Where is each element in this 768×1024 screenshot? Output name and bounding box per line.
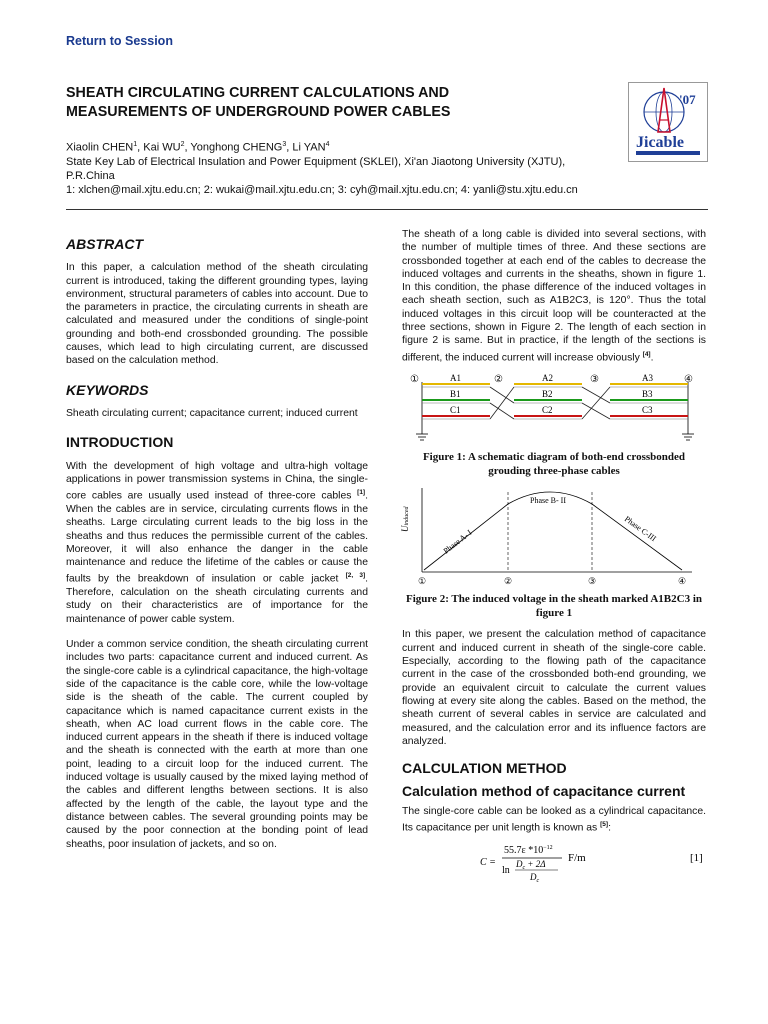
fig1-b2: B2: [542, 389, 553, 400]
fig2-x2: ②: [504, 576, 513, 587]
return-to-session-link[interactable]: Return to Session: [66, 34, 173, 48]
fig2-x4: ④: [678, 576, 687, 587]
fig2-phase-a: Phase A- I: [441, 528, 474, 557]
right-paragraph-2: In this paper, we present the calculation method of capacitance current and induced current in sheath of the single-core cable. Especially, according to the flowing path of the capacitance current in the case of the crossbonded both-end grounding, we provide an equivalent circuit to calculate the current values flowing at every site along the cables. Based on the method, the sheath current of several cables in service are calculated and measured, and the calculation error and its influence factors are analyzed.: [402, 629, 706, 747]
citation-1: [1]: [357, 489, 366, 497]
left-column: [66, 230, 368, 863]
fig2-phase-b: Phase B- II: [530, 496, 566, 506]
eq-number: [1]: [690, 851, 703, 864]
jicable-logo: [628, 82, 708, 162]
author-2: Kai WU: [143, 141, 181, 154]
eq-inner-denominator: $D_c$: [530, 871, 540, 884]
citation-4: [4]: [642, 350, 651, 358]
author-2-mark: 2: [180, 141, 185, 148]
intro-paragraph-1: With the development of high voltage and ultra-high voltage applications in power transmission systems in China, the single-core cables are usually used instead of three-core cables [1]. When the cables are in service, circulating currents flows in the sheaths. Large circulating current leads to the big loss in the sheaths and thus reduces the permissible current of the cables. Moreover, it will also enhance the danger in the cable maintenance and reduce the lifetime of the cables or cause the faults by the breakdown of insulation or cable jacket [2, 3]. Therefore, calculation on the sheath circulating currents and study on their characteristics are of importance for the maintenance of power cable system.: [66, 460, 369, 625]
fig1-c3: C3: [642, 405, 653, 416]
fig1-c1: C1: [450, 405, 461, 416]
fig1-a1: A1: [450, 373, 461, 384]
logo-name: Jicable: [636, 134, 684, 151]
eq-unit: F/m: [568, 851, 586, 864]
citation-2-3: [2, 3]: [345, 572, 366, 580]
header-divider: [66, 209, 708, 210]
introduction-heading: INTRODUCTION: [66, 434, 174, 451]
figure-2-caption: Figure 2: The induced voltage in the sheath marked A1B2C3 in figure 1: [405, 593, 702, 620]
figure-1: [402, 372, 706, 444]
fig1-node-3: ③: [590, 374, 599, 386]
fig1-node-2: ②: [494, 374, 503, 386]
fig2-ylabel: Uinduced: [400, 506, 410, 533]
eq-numerator: 55.7ε $*10^{-12}$: [504, 844, 553, 856]
abstract-text: In this paper, a calculation method of the sheath circulating current is introduced, taking the different grounding types, laying environment, structural parameters of cables into account. Due to the parameters in practice, the circulating currents in sheath are calculated and measured under the conditions of single-point grounding and both-end crossbonded grounding. The possible causes, which lead to high circulating current, are discussed based on the calculation method.: [66, 262, 368, 367]
fig2-phase-c: Phase C-III: [622, 514, 658, 544]
fig2-x1: ①: [418, 576, 427, 587]
right-paragraph-1: The sheath of a long cable is divided into several sections, with the number of multiple times of three. And these sections are crossbonded together at each end of the cables to decrease the induced voltages and currents in the sheaths, shown in figure 1. In this condition, the phase difference of the induced voltages in each sheath section, such as A1B2C3, is 120°. Thus the total induced voltages in this circuit loop will be counteracted at the three sections, shown in Figure 2. The length of each section in figure 2 is same. But in practice, if the length of the sections is different, the induced current will increase obviously [4].: [402, 229, 706, 364]
author-names: Xiaolin CHEN$^1$, Kai $WU^2$, Yonghong CHENG$^3$, Li YAN$^4$: [66, 141, 330, 154]
author-4-mark: 4: [325, 141, 330, 148]
keywords-text: Sheath circulating current; capacitance current; induced current: [66, 407, 358, 419]
author-1: Xiaolin CHEN: [66, 141, 134, 154]
abstract-heading: ABSTRACT: [66, 236, 143, 252]
affiliation: State Key Lab of Electrical Insulation and Power Equipment (SKLEI), Xi'an Jiaotong University (XJTU), P.R.China: [66, 155, 566, 182]
eq-inner-numerator: $D_c + 2\Delta$: [516, 858, 546, 871]
eq-lhs: C =: [480, 856, 496, 868]
title-line-2: MEASUREMENTS OF UNDERGROUND POWER CABLES: [66, 104, 451, 120]
figure-2: [402, 486, 706, 586]
fig1-a2: A2: [542, 373, 553, 384]
fig1-node-4: ④: [684, 374, 693, 386]
capacitance-current-subheading: Calculation method of capacitance current: [402, 783, 686, 800]
fig1-node-1: ①: [410, 374, 419, 386]
author-emails: 1: xlchen@mail.xjtu.edu.cn; 2: wukai@mail.xjtu.edu.cn; 3: cyh@mail.xjtu.edu.cn; 4: yanli@stu.xjtu.edu.cn: [66, 183, 578, 196]
logo-year: '07: [679, 92, 696, 107]
keywords-heading: KEYWORDS: [66, 381, 149, 398]
title-line-1: SHEATH CIRCULATING CURRENT CALCULATIONS AND: [66, 85, 450, 101]
citation-5: [5]: [600, 821, 609, 828]
author-3-mark: 3: [282, 141, 287, 148]
fig1-a3: A3: [642, 373, 653, 384]
paper-title: [66, 84, 586, 122]
fig1-b3: B3: [642, 389, 653, 400]
author-1-mark: 1: [133, 141, 138, 148]
right-column: [402, 228, 706, 883]
equation-1: [402, 839, 706, 883]
author-block: [66, 138, 616, 197]
fig2-x3: ③: [588, 576, 597, 587]
fig1-b1: B1: [450, 389, 461, 400]
eq-ln: ln: [502, 864, 510, 876]
fig1-c2: C2: [542, 405, 553, 416]
author-3: Yonghong CHENG: [190, 141, 283, 154]
author-4: Li YAN: [292, 141, 326, 154]
calculation-method-heading: CALCULATION METHOD: [402, 760, 567, 777]
figure-1-caption: Figure 1: A schematic diagram of both-end crossbonded grouding three-phase cables: [422, 451, 686, 478]
intro-paragraph-2: Under a common service condition, the sheath circulating current includes two parts: capacitance current and induced current. As the single-core cable is a cylindrical capacitance, the high-voltage side of the capacitance is the cable core, while the low-voltage side is the sheath of the cable. The current coupled by capacitance which is named capacitance current exists in the sheath, when AC load current flows in the cable core. The induced current appears in the sheath if there is induced voltage and the sheath is connected with the earth at more than one point, leading to a circuit loop for the induced current. The induced voltage is usually caused by the mixed laying method of the cables and different lengths between sections. It is also affected by the length of the cable, the layout type and the distance between cables. The several grounding points may be caused by the poor connection at the bonding point of lead sheaths, poor insulation of jackets, and so on.: [66, 639, 368, 850]
right-paragraph-3: The single-core cable can be looked as a cylindrical capacitance. Its capacitance per unit length is known as [5]:: [402, 805, 706, 834]
